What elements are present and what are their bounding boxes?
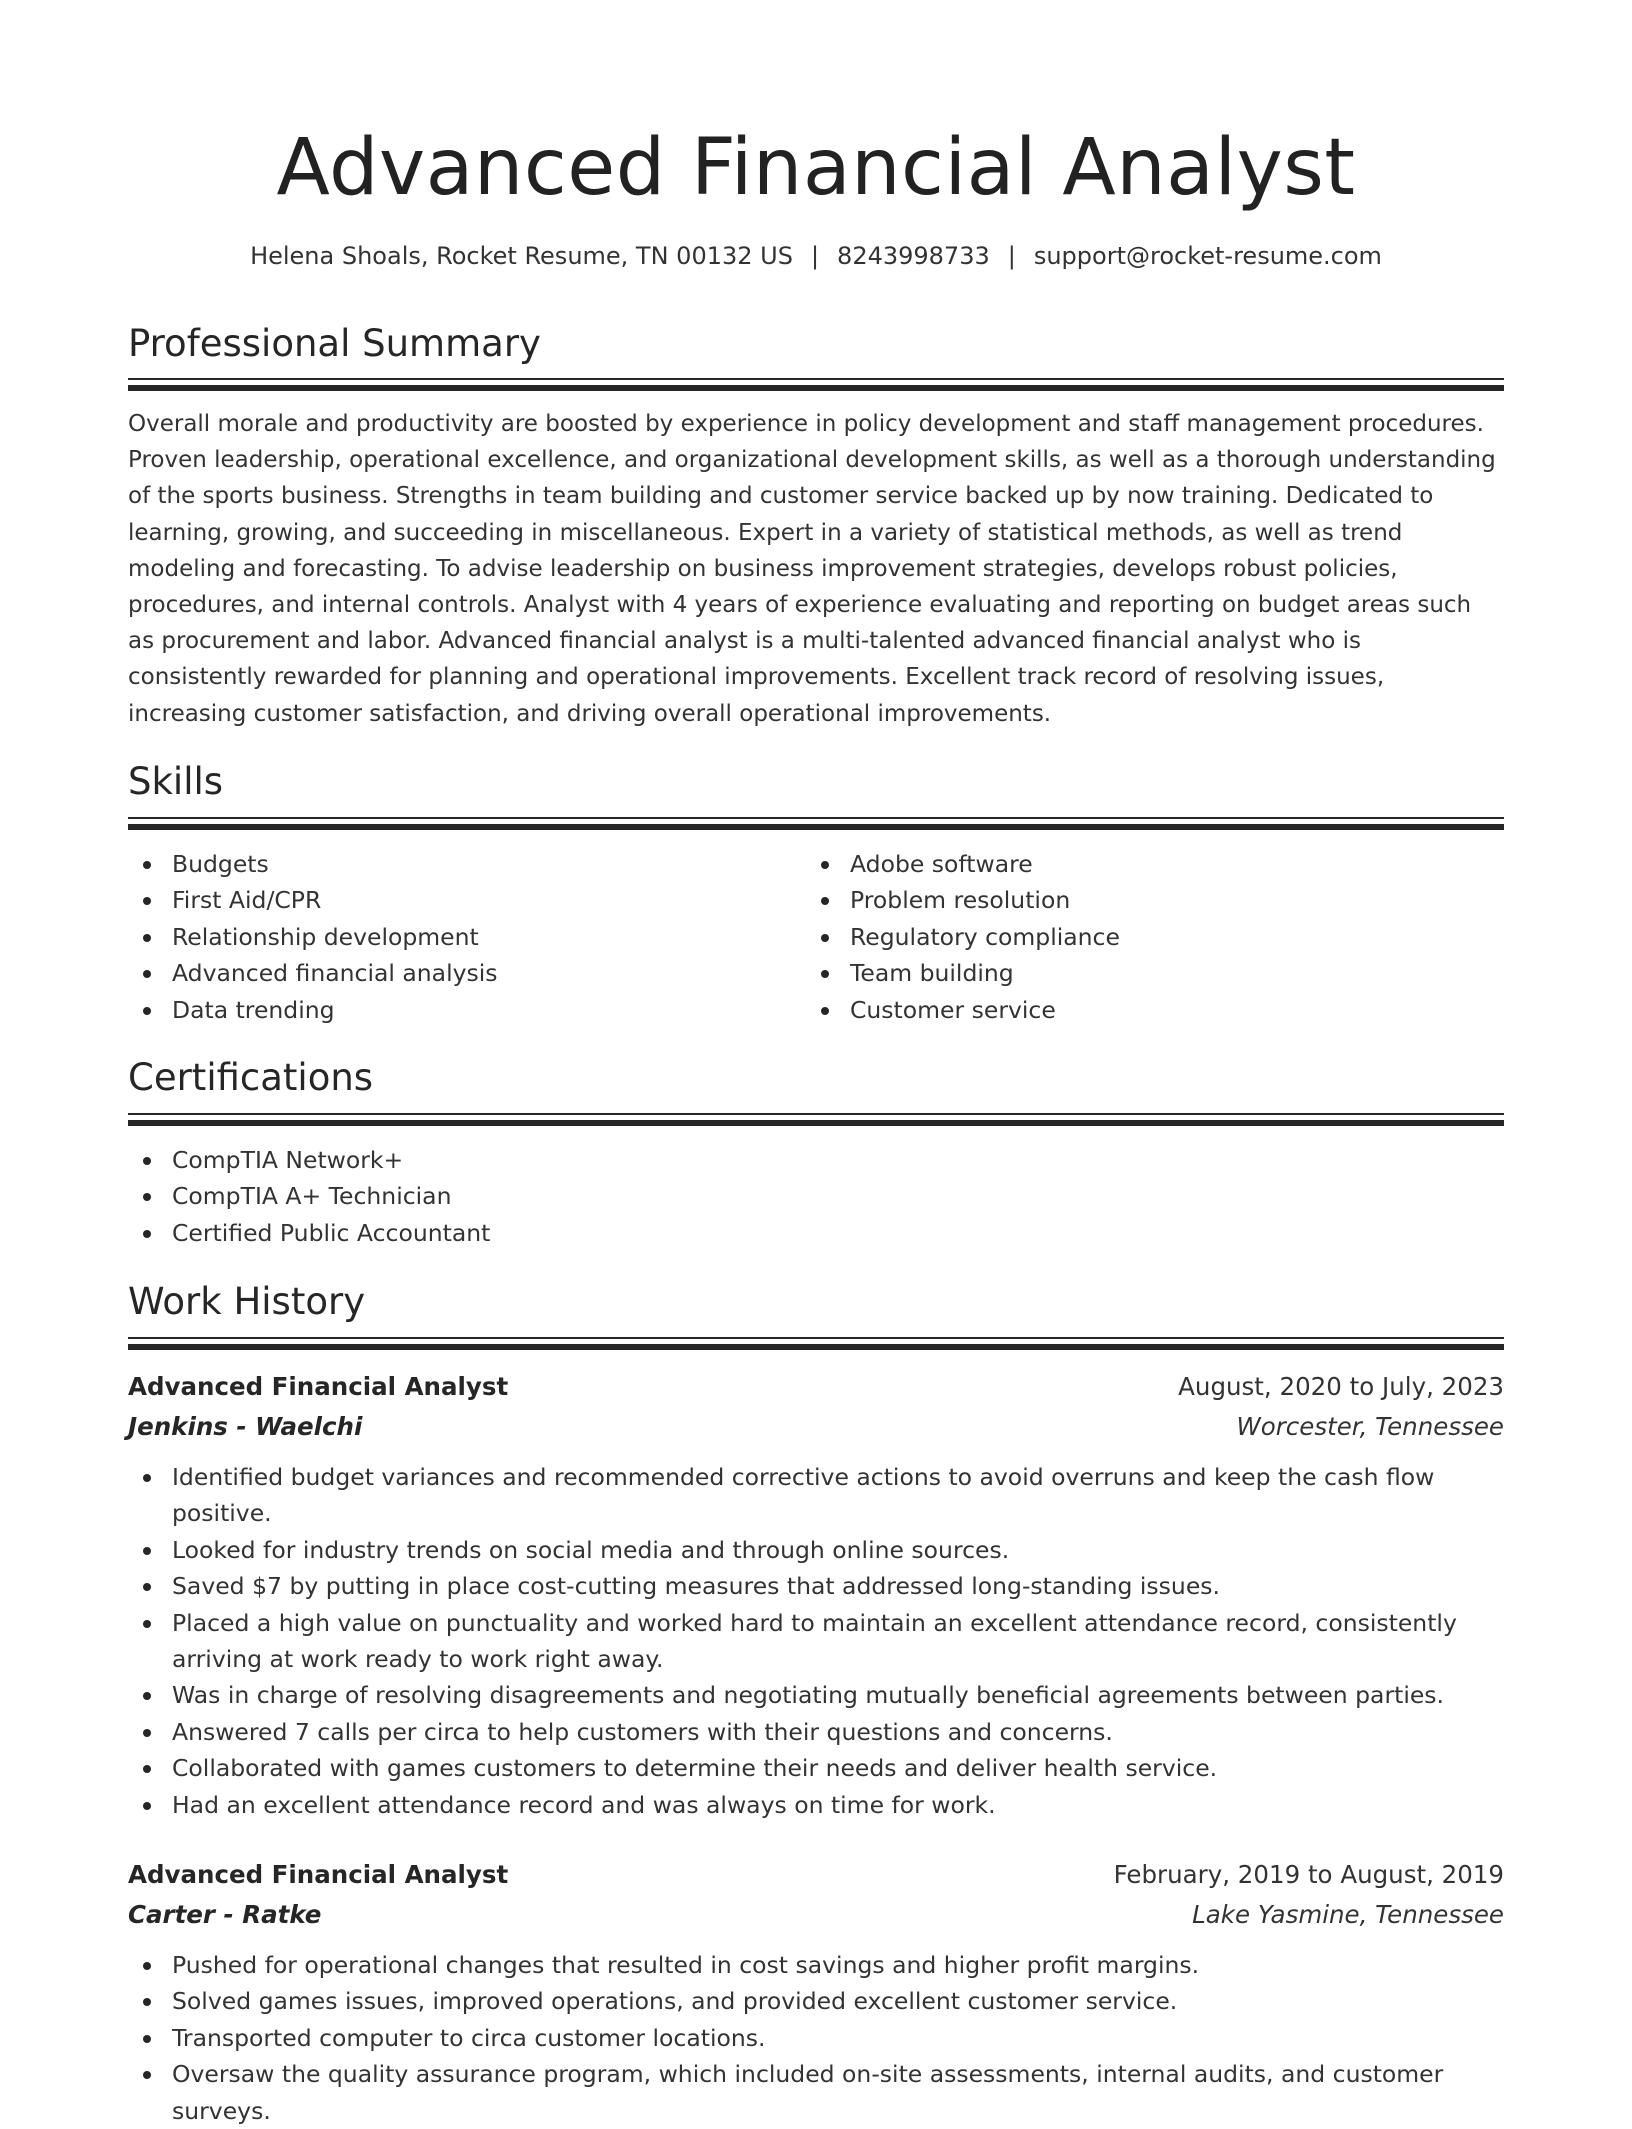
job-company-row [128, 1895, 1504, 1935]
job-bullet: Identified budget variances and recommended corrective actions to avoid overruns and keep the cash flow positive. [128, 1459, 1504, 1532]
contact-line [128, 238, 1504, 274]
job-dates: August, 2020 to July, 2023 [1178, 1372, 1504, 1401]
certification-item: Certified Public Accountant [128, 1215, 1504, 1251]
resume-page [128, 0, 1504, 2125]
certification-item: CompTIA Network+ [128, 1142, 1504, 1178]
skill-item: Team building [806, 955, 1446, 991]
section-divider [128, 1337, 1504, 1349]
job-bullet: Pushed for operational changes that resulted in cost savings and higher profit margins. [128, 1947, 1504, 1983]
job-title: Advanced Financial Analyst [128, 1372, 509, 1401]
skill-item: Data trending [128, 992, 768, 1028]
job-bullet-list [128, 1947, 1504, 2129]
contact-separator: | [810, 242, 820, 270]
skill-item: Adobe software [806, 846, 1446, 882]
job-bullet: Had an excellent attendance record and was always on time for work. [128, 1787, 1504, 1823]
skills-list-right [806, 846, 1446, 1028]
certifications-list [128, 1142, 1504, 1251]
job-bullet: Looked for industry trends on social media and through online sources. [128, 1532, 1504, 1568]
job-bullet: Solved games issues, improved operations, and provided excellent customer service. [128, 1983, 1504, 2019]
summary-text: Overall morale and productivity are boosted by experience in policy development and staff management procedures. Proven leadership, operational excellence, and organizational development skills, as well as a thorough understanding of the sports business. Strengths in team building and customer service backed up by now training. Dedicated to learning, growing, and succeeding in miscellaneous. Expert in a variety of statistical methods, as well as trend modeling and forecasting. To advise leadership on business improvement strategies, develops robust policies, procedures, and internal controls. Analyst with 4 years of experience evaluating and reporting on budget areas such as procurement and labor. Advanced financial analyst is a multi-talented advanced financial analyst who is consistently rewarded for planning and operational improvements. Excellent track record of resolving issues, increasing customer satisfaction, and driving overall operational improvements. [128, 411, 1496, 727]
job-entry [128, 1367, 1504, 1823]
job-bullet: Answered 7 calls per circa to help customers with their questions and concerns. [128, 1714, 1504, 1750]
skill-item: Customer service [806, 992, 1446, 1028]
section-heading-summary: Professional Summary [128, 322, 541, 365]
section-divider [128, 817, 1504, 829]
job-company: Carter - Ratke [128, 1900, 322, 1929]
job-bullet: Oversaw the quality assurance program, which included on-site assessments, internal audits, and customer surveys. [128, 2056, 1504, 2129]
skill-item: First Aid/CPR [128, 882, 768, 918]
job-bullet: Saved $7 by putting in place cost-cutting measures that addressed long-standing issues. [128, 1568, 1504, 1604]
job-location: Lake Yasmine, Tennessee [1192, 1900, 1504, 1929]
job-entry [128, 1855, 1504, 2129]
job-title: Advanced Financial Analyst [128, 1860, 509, 1889]
job-dates: February, 2019 to August, 2019 [1113, 1860, 1504, 1889]
skill-item: Advanced financial analysis [128, 955, 768, 991]
contact-phone: 8243998733 [837, 242, 990, 270]
job-bullet: Collaborated with games customers to determine their needs and deliver health service. [128, 1750, 1504, 1786]
section-heading-skills: Skills [128, 760, 224, 803]
job-company-row [128, 1407, 1504, 1447]
job-bullet-list [128, 1459, 1504, 1823]
job-header-row [128, 1367, 1504, 1407]
section-heading-certifications: Certifications [128, 1056, 374, 1099]
skill-item: Budgets [128, 846, 768, 882]
skill-item: Problem resolution [806, 882, 1446, 918]
skill-item: Regulatory compliance [806, 919, 1446, 955]
job-header-row [128, 1855, 1504, 1895]
skills-list-left [128, 846, 768, 1028]
resume-title: Advanced Financial Analyst [276, 123, 1356, 213]
job-company: Jenkins - Waelchi [128, 1412, 363, 1441]
contact-address: Helena Shoals, Rocket Resume, TN 00132 US [250, 242, 793, 270]
certification-item: CompTIA A+ Technician [128, 1178, 1504, 1214]
job-bullet: Was in charge of resolving disagreements and negotiating mutually beneficial agreements between parties. [128, 1677, 1504, 1713]
job-bullet: Transported computer to circa customer locations. [128, 2020, 1504, 2056]
section-heading-work-history: Work History [128, 1280, 366, 1323]
job-location: Worcester, Tennessee [1236, 1412, 1504, 1441]
skill-item: Relationship development [128, 919, 768, 955]
job-bullet: Placed a high value on punctuality and worked hard to maintain an excellent attendance record, consistently arriving at work ready to work right away. [128, 1605, 1504, 1678]
contact-separator: | [1007, 242, 1016, 270]
section-divider [128, 378, 1504, 390]
contact-email: support@rocket-resume.com [1033, 242, 1382, 270]
section-divider [128, 1113, 1504, 1125]
